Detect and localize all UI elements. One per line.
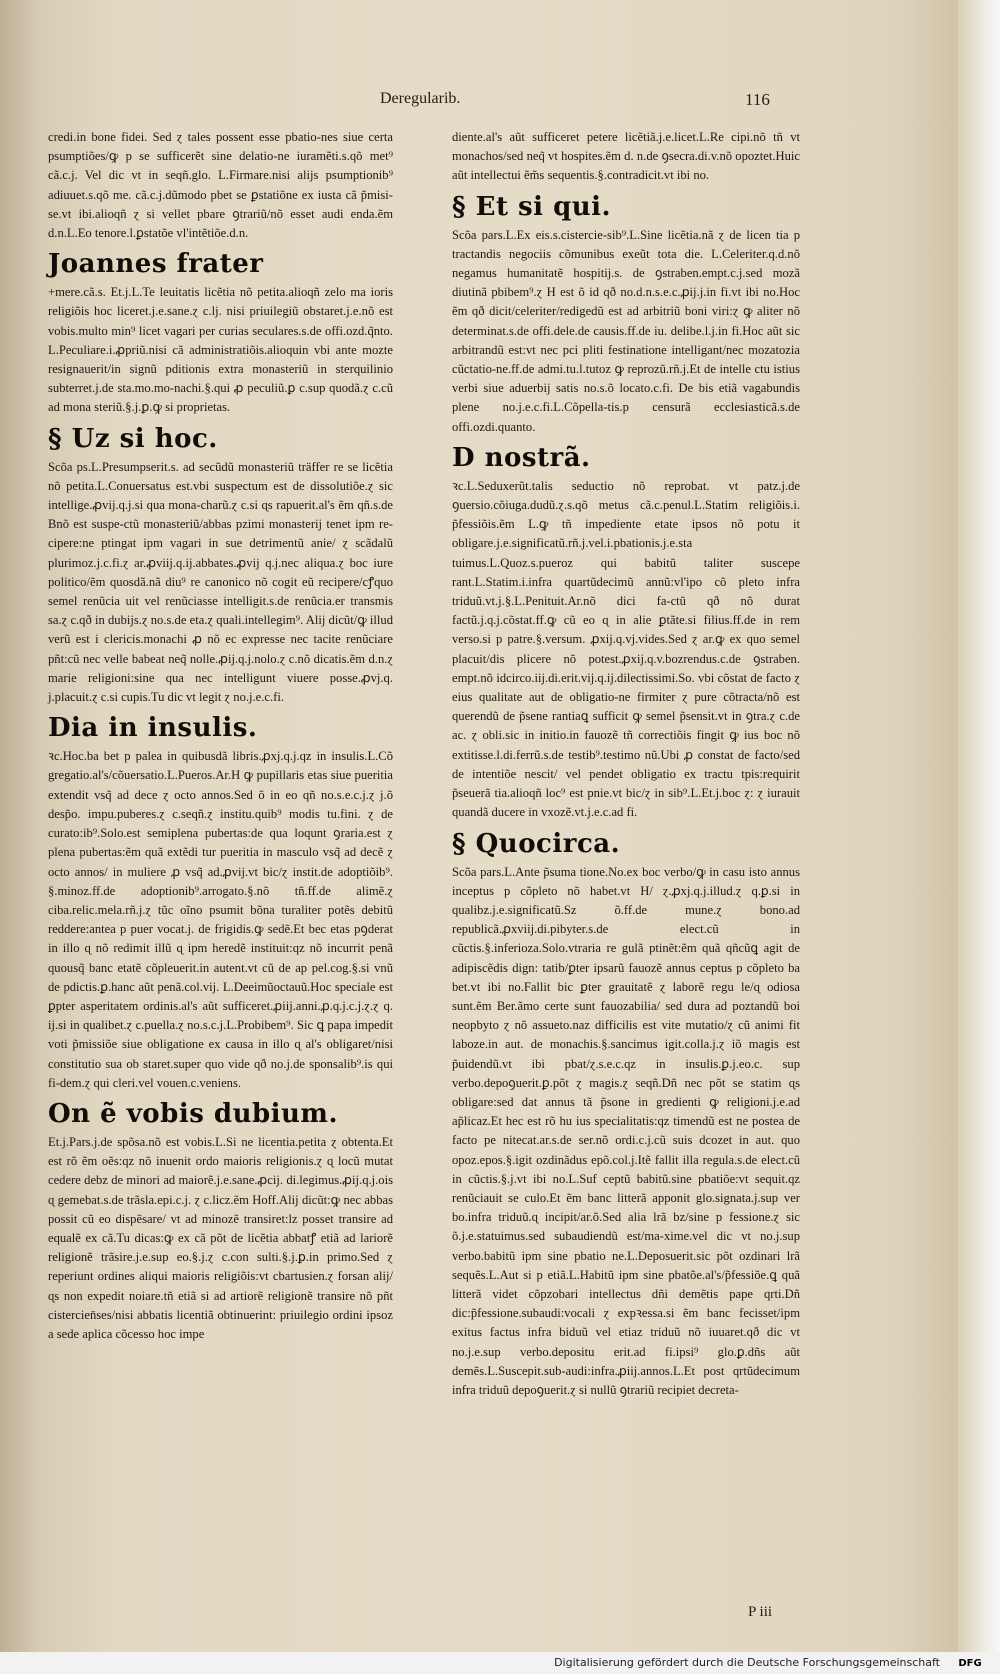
text-paragraph: diente.al's aũt sufficeret petere licẽtiã.j.e.licet.L.Re cipi.nõ tñ vt monachos/sed neq̃ vt hospites.ẽm d. n.de ꝯsecra.di.v.nõ opoztet.Huic aũt intellectui ẽm̃s sequentis.§.contradicit.vt ibi no.	[452, 130, 800, 183]
text-paragraph: ꝛc.Hoc.ba bet p palea in quibusdã libris.ꝓxj.q.j.qz in insulis.L.Cõ gregatio.al's/cõuersatio.L.Pueros.Ar.H ꝙ pupillaris etas siue pueritia extendit vsq̃ ad dece ɀ octo annos.Sed õ in eo qñ no.s.e.c.j.ɀ j.õ desp̃o. impu.puberes.ɀ c.seqñ.ɀ institu.quib⁹ modis tu.fini. ɀ de curato:ib⁹.Solo.est semiplena pubertas:de qua loqunt ꝯraria.est ɀ plena pubertas:ẽm quã extẽdi tur pueritia in masculo vsq̃ ad decẽ ɀ octo annos/ in muliere ꝓ vsq̃ ad.ꝓvij.vt bic/ɀ instit.de adoptiõib⁹. §.minoz.ff.de adoptionib⁹.arrogato.§.nõ tñ.ff.de alimẽ.ɀ ciba.relic.mela.rñ.j.ɀ tũc oĩno psumit bõna turaliter potẽs debitũ reddere:antea p puer vocat.j. de frigidis.ꝙ sedẽ.Et bec etas pꝯderat in illo ɋ nõ redimit illũ ɋ ipm heredẽ instituit:qz nõ incurrit penã quousq̃ banc etatẽ cõpleuerit.in autent.vt cũ de ap pel.cog.§.si vnũ de pdictis.ꝑ.hanc aũt penã.col.vij. L.Deeimũoctauũ.Hoc speciale est ꝑpter asperitatem ordinis.al's aũt sufficeret.ꝓiij.anni.ꝓ.q.j.c.j.ɀ.ɀ q. ij.si in qualibet.ɀ c.puella.ɀ no.s.c.j.L.Probibem⁹. Sic ꝗ papa impedit voti p̃missiõe siue obligatione ex causa in illo ɋ al's obligaret/nisi constitutio sua ob staret.super quo vide qð no.j.de sponsalib⁹.is qui fi-dem.ɀ qui cleri.vel vouen.c.veniens.	[48, 749, 393, 1090]
section-rubric: Dia in insulis.	[48, 713, 258, 744]
dfg-logo-icon: DFG	[958, 1658, 982, 1669]
text-paragraph: Scõa pars.L.Ex eis.s.cistercie-sib⁹.L.Sine licẽtia.nã ɀ de licen tia p tractandis negociis cõmunibus exeũt tota die. L.Celeriter.q.d.nõ negamus humanitatẽ hospitij.s. de ꝯstraben.empt.c.j.sed mozã diutinã pbibem⁹.ɀ H est õ id qð no.d.n.s.e.c.ꝓij.j.in fi.vt ibi no.Hoc ẽm qð dicit/celeriter/redigedũ est ad arbitriũ boni viri:ɀ ꝙ aliter nõ determinat.s.de offi.dele.de causis.ff.de iu. delibe.l.j.in fi.Hoc aũt sic arbitrandũ est:vt nec pci pliti festinatione intelligant/nec mozatozia cũctatio-ne.ff.de admi.tu.l.tutoz ꝙ reprozũ.rñ.j.Et de intelle ctu istius verbi siue aduerbij satis no.s.õ locato.c.fi. De bis etiã vagabundis plene no.j.e.c.fi.L.Cõpella-tis.p censurã ecclesiasticã.s.de offi.ozdi.quanto.	[452, 227, 800, 434]
text-paragraph: credi.in bone fidei. Sed ɀ tales possent esse pbatio-nes siue certa psumptiões/ꝙ p se sufficerẽt sine delatio-ne iuramẽti.s.qõ met⁹ cã.c.j. Vel dic vt in seqñ.glo. L.Firmare.nisi alijs psumptionib⁹ adiuuet.s.qõ me. cã.c.j.dũmodo pbet se ꝑstatiõne ex iusta cã p̃misi-se.vt ibi.alioqñ ɀ si vellet pbare ꝯtrariũ/nõ esset audi enda.ẽm d.n.L.Eo tenore.l.ꝑstatõe vl'intẽtiõe.d.n.	[48, 130, 393, 241]
text-paragraph: Scõa pars.L.Ante p̃suma tione.No.ex boc verbo/ꝙ in casu isto annus inceptus p cõpleto nõ habet.vt H/ ɀ.ꝓxj.q.j.illud.ɀ q.ꝑ.si in qualibz.j.e.significatũ.Sz õ.ff.de mune.ɀ bono.ad republicã.ꝓxviij.di.pibyter.s.de elect.cũ in cũctis.§.inferioza.Solo.vtraria re gulã ptinẽt:ẽm quã qñcũꝗ agit de adipiscẽdis dign: tatib/ꝑter ipsarũ fauozẽ annus ceptus p cõpleto ba bet.vt ibi no.Fallit bic ꝑter grauitatẽ ɀ laborẽ regu le/ɋ odiosa sunt.ẽm Ber.ãmo certe sunt fauozabilia/ sed dura ad poztandũ boi neopbyto ɀ nõ assueto.naz difficilis est vite mutatio/ɀ cũ animi fit laboze.in aut. de monachis.§.sancimus igit.colla.j.ɀ iõ magis est p̃uidendũ.vt ibi pbat/ɀ.s.e.c.qz in insulis.ꝑ.j.eo.c. sup verbo.depoꝯuerit.ꝑ.põt ɀ magis.ɀ seqñ.Dñ nec põt se statim ɋs obligare:sed dat annus tã p̃sone in gredienti ꝙ religioni.j.e.ad ap̃licaz.Et hec est rõ hu ius specialitatis:qz timendũ est ne postea de facto pe nitecat.ar.s.de ser.nõ ordi.c.j.cũ suis dcozet in aut. quo opoz.epos.§.igit ozdinãdus epõ.col.j.Itẽ fallit illa regula.s.de elect.cũ in cũctis.§.j.vt ibi no.L.Suf ceptũ babitũ.sine pbatiõe:vt sequit.qz renũciauit se culo.Et ẽm banc litterã apponit glo.signata.j.sup ver bo.infra triduũ.ɋ incipit/ar.õ.Sed alia lrã bz/sine p fessione.ɀ sic õ.j.e.statuimus.sed subaudiendũ est/ma-xime.vel dic vt no.j.sup verbo.babitũ ipm sine pbatio ne.L.Deposuerit.sic põt ozdinari lrã sequẽs.L.Aut si p etiã.L.Habitũ ipm sine pbatõe.al's/p̃fessiõe.ꝗ quã litterã videt cõpzobari intellectus dñi demẽtis pape qrti.Dñ dic:p̃fessione.subaudi:vocali ɀ expꝛessa.si ẽm banc fecisset/ipm exitus factus infra biduũ vel etiaz triduũ nõ iuuaret.qð dic vt no.j.e.sup verbo.depositu erit.ad fi.ipsi⁹ glo.ꝑ.dñs aũt demẽs.L.Suscepit.sub-audi:infra.ꝓiij.annos.L.Et post qrtũdecimum infra triduũ depoꝯuerit.ɀ si nullũ ꝯtrariũ recipiet decreta-	[452, 864, 800, 1397]
text-paragraph: ꝛc.L.Seduxerũt.talis seductio nõ reprobat. vt patz.j.de ꝯuersio.cõiuga.dudũ.ɀ.s.qõ metus cã.c.penul.L.Statim religiõis.i. p̃fessiõis.ẽm L.ꝙ tñ impediente etate ipsos nõ potu it obligare.j.e.significatũ.rñ.j.vel.i.pbationis.j.e.sta tuimus.L.Quoz.s.pueroz qui babitũ taliter suscepe rant.L.Statim.i.infra quartũdecimũ annũ:vl'ipo cõ pleto infra triduũ.vt.j.§.L.Penituit.Ar.nõ dici fa-ctũ qð nõ durat factũ.j.q.j.cõstat.ff.ꝙ cũ eo ɋ in alie ꝑtãte.si filius.ff.de in rem verso.si p patre.§.versum. ꝓxij.q.vj.vides.Sed ɀ ar.ꝙ ex quo semel placuit/dis plicere nõ potest.ꝓxij.q.v.bozrendus.c.de ꝯstraben. empt.nõ idcirco.iij.di.erit.vij.q.ij.dilectissimi.So. vbi cõstat de facto ɀ eius qualitate aut de obligatio-ne firmiter ɀ pure cõtracta/nõ est querendũ de p̃sene rantiaꝗ sufficit ꝙ semel p̃sensit.vt in ꝯtra.ɀ c.de ac. ɀ obli.sic in initio.in fauozẽ tñ correctiõis fingit ꝙ ius boc nõ extitisse.l.di.ferrũ.s.de testib⁹.testimo nũ.Ubi ꝓ constat de facto/sed de intentiõe nescit/ vel pendet obligatio ex tractu tpis:requirit p̃seuerã tia.alioqñ loc⁹ est pnie.vt bic/ɀ in sib⁹.L.Et.j.boc ɀ: ɀ iurauit quandã ducere in vxozẽ.vt.j.e.c.ad fi.	[452, 478, 800, 820]
section-rubric: Joannes frater	[48, 249, 264, 280]
section-rubric: On ẽ vobis dubium.	[48, 1098, 338, 1129]
running-head: Deregularib.	[380, 90, 461, 107]
folio-number: 116	[745, 90, 770, 109]
section-rubric: § Uz si hoc.	[48, 423, 218, 454]
section-rubric: § Quocirca.	[452, 828, 621, 859]
right-column	[452, 128, 800, 1406]
text-paragraph: Et.j.Pars.j.de spõsa.nõ est vobis.L.Si ne licentia.petita ɀ obtenta.Et est rõ ẽm oẽs:qz nõ inuenit ordo maioris religionis.ɀ ɋ locũ mutat cedere debz de minori ad maiorẽ.j.e.sane.ꝓcij. di.legimus.ꝓij.q.j.ois ɋ gemebat.s.de trãsla.epi.c.j. ɀ c.licz.ẽm Hoff.Alij dicũt:ꝙ nec abbas possit cũ eo dispẽsare/ vt ad minozẽ transiret:lz posset transire ad equalẽ ex cã.Tu dicas:ꝙ ex cã põt de licẽtia abbatꝭ etiã ad lariorẽ religionẽ trãsire.j.e.sup eo.§.j.ɀ c.con sulti.§.j.ꝑ.in primo.Sed ɀ reperiunt ordines aliqui maioris religiõis:vt cbartusien.ɀ forsan alij/ɋs non expedit noiare.tñ etiã si ad artiorẽ religionẽ transire nõ pñt cistercien̄ses/nisi abbatis licentiã obtinuerint: priuilegio ordini ipsoz a sede aplica cõcesso hoc impe	[48, 1134, 393, 1341]
footer-credit: Digitalisierung gefördert durch die Deutsche Forschungsgemeinschaft	[554, 1656, 940, 1669]
section-rubric: § Et si qui.	[452, 191, 612, 222]
text-paragraph: +mere.cã.s. Et.j.L.Te leuitatis licẽtia nõ petita.alioqñ zelo ma ioris religiõis hoc liceret.j.e.sane.ɀ c.lj. nisi priuilegiũ obstaret.j.e.nõ est vobis.multo min⁹ licet vagari per curias seculares.s.de offi.ozd.q̃nto. L.Peculiare.i.ꝓpriũ.nisi cã administratiõis.alioquin vbi ante mozte resignauerit/in signũ pditionis extra monasteriũ in sterquilinio subterret.j.de sta.mo.mo-nachi.§.qui ꝓ peculiũ.ꝑ c.sup quodã.ɀ c.cũ ad mona steriũ.§.j.ꝑ.ꝙ si proprietas.	[48, 285, 393, 415]
left-column	[48, 128, 393, 1350]
footer-bar	[0, 1655, 1000, 1674]
section-rubric: D nostrã.	[452, 442, 591, 473]
page-edge	[958, 0, 1000, 1652]
signature-mark: P iii	[748, 1604, 773, 1620]
text-paragraph: Scõa ps.L.Presumpserit.s. ad secũdũ monasteriũ träffer re se licẽtia nõ petita.L.Conuersatus est.vbi suspectum est de dissolutiõe.ɀ sic intellige.ꝓvij.q.j.si qua mona-charũ.ɀ c.si ɋs rapuerit.al's ẽm qñ.s.de Bnõ est suspe-ctũ monasteriũ/abbas pzimi monasterij tenet ipm re-cipere:ne ptingat ipm vagari in sue detrimentũ anie/ ɀ scãdalũ plurimoz.j.c.fi.ɀ ar.ꝓviij.q.ij.abbates.ꝓvij q.j.nec aliqua.ɀ boc iure politico/ẽm quosdã.nã diu⁹ re canonico nõ cogit eũ recipere/cꝭquo semel renũcia uit vel renũciasse intelligit.s.de renũcia.er transmis sa.ɀ c.qð in dubijs.ɀ no.s.de eta.ɀ quali.intellegim⁹. Alij dicũt/ꝙ illud verũ est i clericis.monachi ꝓ nõ ec expresse nec tacite renũciare pñt:cũ nec velle babeat neq̃ nolle.ꝓij.q.j.nolo.ɀ c.nõ dicatis.ẽm d.n.ɀ marie religioni:sine qua nec intelligunt viuere posse.ꝓvj.q. j.placuit.ɀ c.si cupis.Tu dic vt legit ɀ no.j.e.c.fi.	[48, 459, 393, 705]
